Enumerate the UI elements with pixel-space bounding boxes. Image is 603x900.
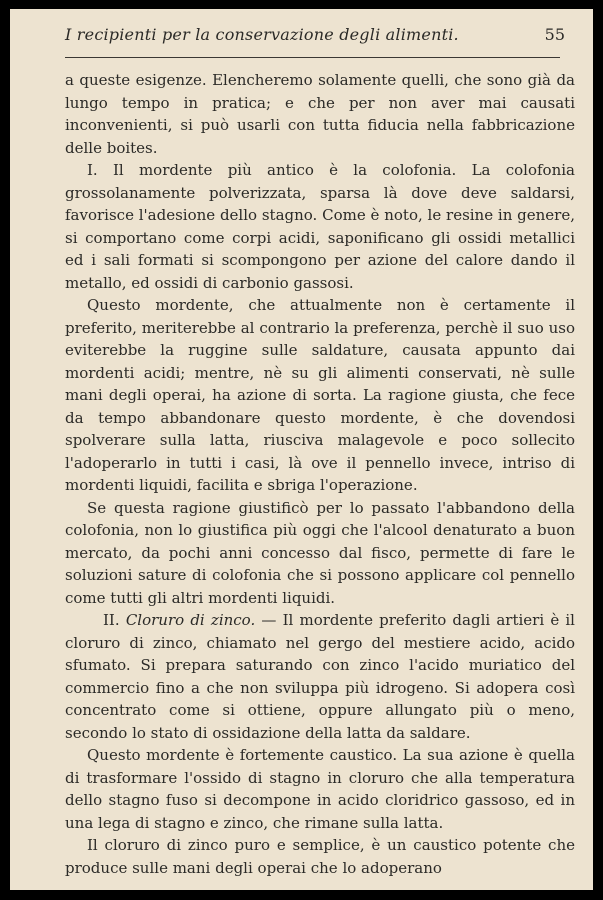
paragraph: Se questa ragione giustificò per lo passato l'abbandono della colofonia, non lo giustifica più oggi che l'alcool denaturato a buon mercato, da pochi anni concesso dal fisco, permette di fare le soluzioni sature di colofonia che si possono applicare col pennello come tutti gli altri mordenti liquidi.	[65, 498, 575, 607]
book-page	[10, 9, 593, 890]
paragraph: a queste esigenze. Elencheremo solamente quelli, che sono già da lungo tempo in pratica; e che per non aver mai causati inconvenienti, si può usarli con tutta fiducia nella fabbricazione delle boites.	[65, 71, 575, 157]
running-header	[65, 25, 565, 44]
header-rule	[65, 57, 560, 58]
section-text: — Il mordente preferito dagli artieri è il cloruro di zinco, chiamato nel gergo del mestiere acido, acido sfumato. Si prepara saturando con zinco l'acido muriatico del commercio fino a che non sviluppa più idrogeno. Si adopera così concentrato come si ottiene, oppure allungato più o meno, secondo lo stato di ossidazione della latta da saldare.	[65, 611, 575, 742]
section-title: Cloruro di zinco.	[125, 611, 256, 629]
paragraph: Questo mordente è fortemente caustico. La sua azione è quella di trasformare l'ossido di stagno in cloruro che alla temperatura dello stagno fuso si decompone in acido cloridrico gassoso, ed in una lega di stagno e zinco, che rimane sulla latta.	[65, 746, 575, 832]
paragraph: Il cloruro di zinco puro e semplice, è un caustico potente che produce sulle mani degli operai che lo adoperano	[65, 836, 575, 877]
paragraph-section-heading	[65, 609, 575, 744]
running-title: I recipienti per la conservazione degli alimenti.	[65, 25, 459, 44]
page-body	[65, 69, 575, 879]
paragraph: I. Il mordente più antico è la colofonia. La colofonia grossolanamente polverizzata, sparsa là dove deve saldarsi, favorisce l'adesione dello stagno. Come è noto, le resine in genere, si comportano come corpi acidi, saponificano gli ossidi metallici ed i sali formati si scompongono per azione del calore dando il metallo, ed ossidi di carbonio gassosi.	[65, 161, 575, 292]
page-number: 55	[544, 25, 565, 44]
section-number: II.	[103, 611, 120, 629]
paragraph: Questo mordente, che attualmente non è certamente il preferito, meriterebbe al contrario la preferenza, perchè il suo uso eviterebbe la ruggine sulle saldature, causata appunto dai mordenti acidi; mentre, nè su gli alimenti conservati, nè sulle mani degli operai, ha azione di sorta. La ragione giusta, che fece da tempo abbandonare questo mordente, è che dovendosi spolverare sulla latta, riusciva malagevole e poco sollecito l'adoperarlo in tutti i casi, là ove il pennello invece, intriso di mordenti liquidi, facilita e sbriga l'operazione.	[65, 296, 575, 494]
